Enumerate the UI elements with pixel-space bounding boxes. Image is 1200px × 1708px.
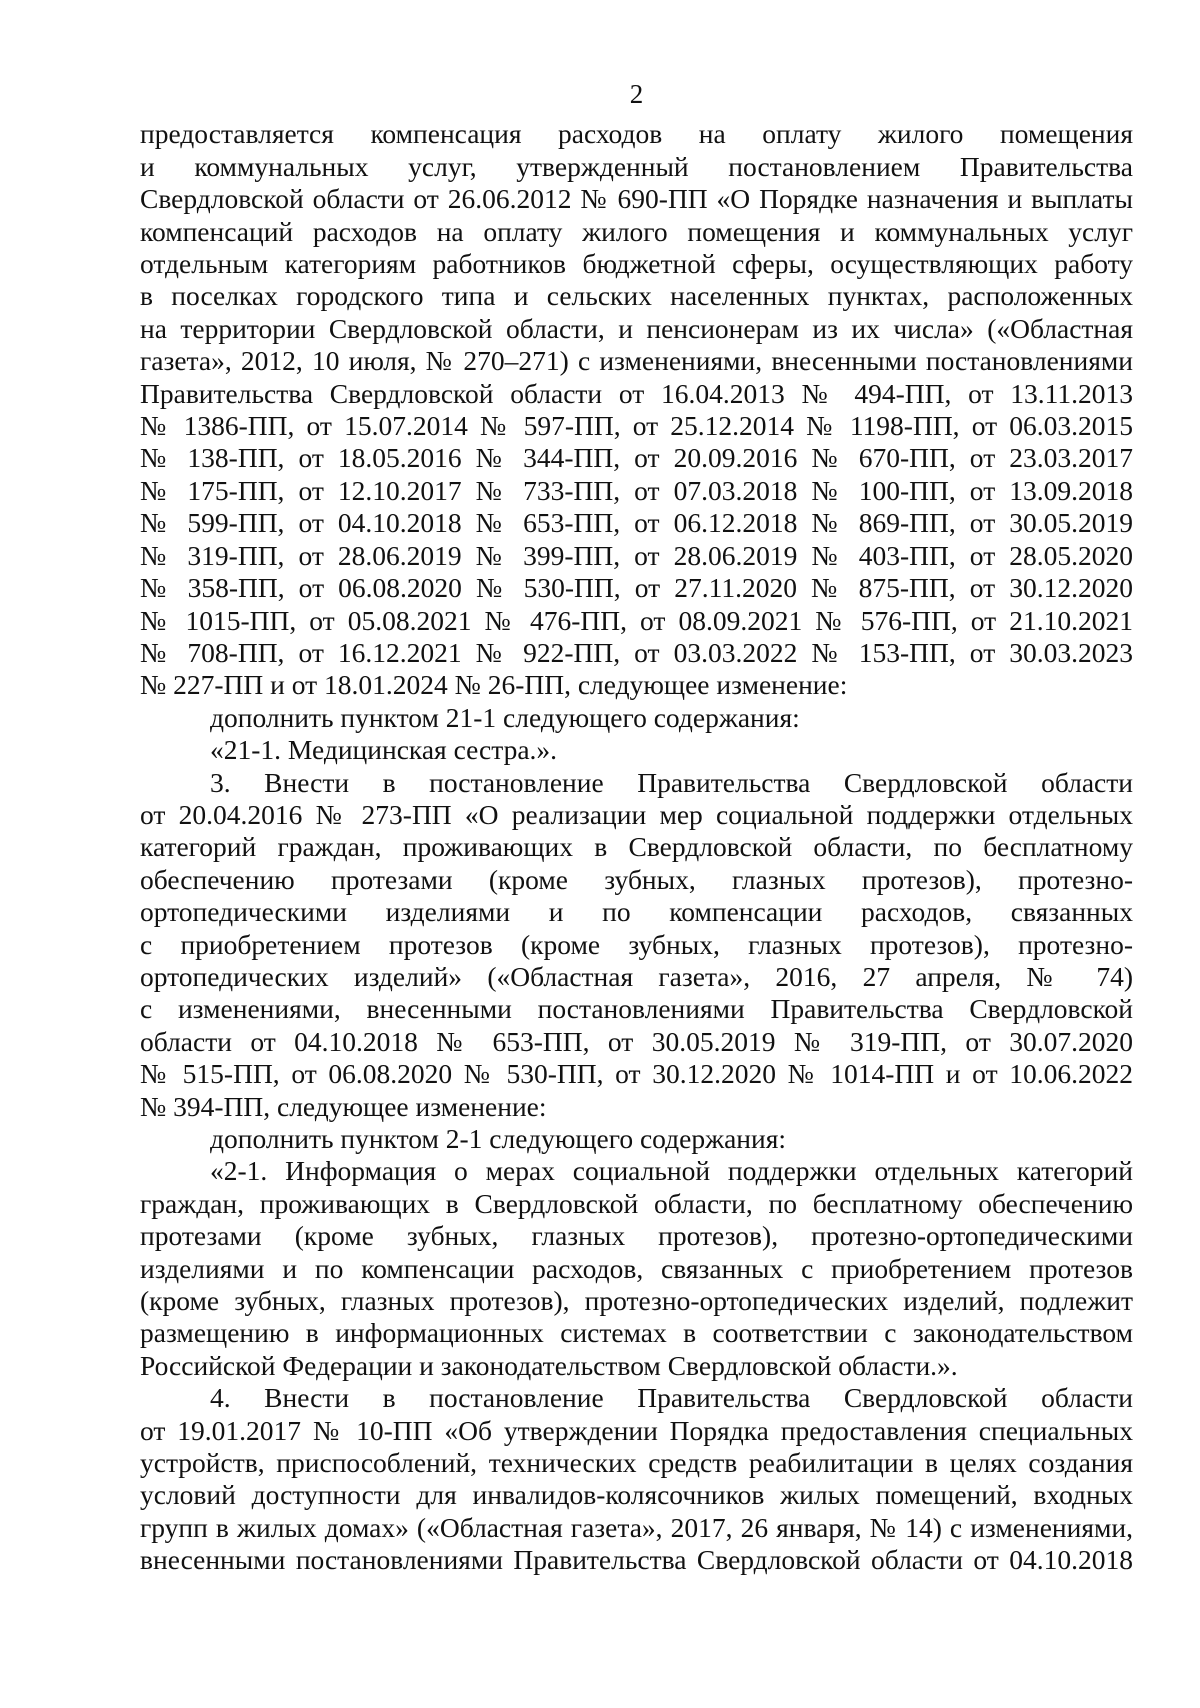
- text-line: категорий граждан, проживающих в Свердловской области, по бесплатному: [140, 831, 1133, 863]
- text-line: Российской Федерации и законодательством Свердловской области.».: [140, 1349, 958, 1381]
- text-line: № 227-ПП и от 18.01.2024 № 26-ПП, следующее изменение:: [140, 669, 848, 701]
- text-line: (кроме зубных, глазных протезов), протезно-ортопедических изделий, подлежит: [140, 1285, 1133, 1317]
- text-line: № 394-ПП, следующее изменение:: [140, 1090, 547, 1122]
- text-line: внесенными постановлениями Правительства Свердловской области от 04.10.2018: [140, 1544, 1133, 1576]
- text-line: дополнить пунктом 21-1 следующего содержания:: [210, 701, 800, 733]
- text-line: дополнить пунктом 2-1 следующего содержания:: [210, 1123, 787, 1154]
- paragraph-amendment-intro: [140, 702, 1133, 734]
- text-line: размещению в информационных системах в соответствии с законодательством: [140, 1317, 1133, 1349]
- text-line: № 1015-ПП, от 05.08.2021 № 476-ПП, от 08.09.2021 № 576-ПП, от 21.10.2021: [140, 604, 1133, 636]
- text-line: устройств, приспособлений, технических средств реабилитации в целях создания: [140, 1447, 1133, 1479]
- text-line: газета», 2012, 10 июля, № 270–271) с изменениями, внесенными постановлениями: [140, 345, 1133, 377]
- text-line: предоставляется компенсация расходов на оплату жилого помещения: [140, 118, 1133, 150]
- text-line: области от 04.10.2018 № 653-ПП, от 30.05.2019 № 319-ПП, от 30.07.2020: [140, 1025, 1133, 1057]
- text-line: с изменениями, внесенными постановлениями Правительства Свердловской: [140, 993, 1133, 1025]
- text-line: условий доступности для инвалидов-колясочников жилых помещений, входных: [140, 1479, 1133, 1511]
- text-line: «21-1. Медицинская сестра.».: [210, 734, 558, 766]
- paragraph-amendment-intro-2: [140, 1123, 1133, 1155]
- text-line: № 1386-ПП, от 15.07.2014 № 597-ПП, от 25.12.2014 № 1198-ПП, от 06.03.2015: [140, 410, 1133, 442]
- text-line: № 138-ПП, от 18.05.2016 № 344-ПП, от 20.09.2016 № 670-ПП, от 23.03.2017: [140, 442, 1133, 474]
- text-line: обеспечению протезами (кроме зубных, глазных протезов), протезно-: [140, 863, 1133, 895]
- text-line: компенсаций расходов на оплату жилого помещения и коммунальных услуг: [140, 215, 1133, 247]
- document-page: [140, 78, 1133, 1577]
- page-number: 2: [629, 79, 644, 109]
- text-line: с приобретением протезов (кроме зубных, глазных протезов), протезно-: [140, 928, 1133, 960]
- text-line: групп в жилых домах» («Областная газета», 2017, 26 января, № 14) с изменениями,: [140, 1511, 1133, 1543]
- text-line: граждан, проживающих в Свердловской области, по бесплатному обеспечению: [140, 1187, 1133, 1219]
- text-line: № 319-ПП, от 28.06.2019 № 399-ПП, от 28.06.2019 № 403-ПП, от 28.05.2020: [140, 539, 1133, 571]
- text-line: протезами (кроме зубных, глазных протезов), протезно-ортопедическими: [140, 1220, 1133, 1252]
- text-line: и коммунальных услуг, утвержденный постановлением Правительства: [140, 150, 1133, 182]
- paragraph-continuation: [140, 118, 1133, 701]
- text-line: Правительства Свердловской области от 16.04.2013 № 494-ПП, от 13.11.2013: [140, 377, 1133, 409]
- paragraph-amendment-text-2: [140, 1155, 1133, 1382]
- text-line: № 175-ПП, от 12.10.2017 № 733-ПП, от 07.03.2018 № 100-ПП, от 13.09.2018: [140, 474, 1133, 506]
- text-line: ортопедическими изделиями и по компенсации расходов, связанных: [140, 896, 1133, 928]
- text-line: в поселках городского типа и сельских населенных пунктах, расположенных: [140, 280, 1133, 312]
- text-line: 4. Внести в постановление Правительства Свердловской области: [210, 1382, 1133, 1414]
- text-line: Свердловской области от 26.06.2012 № 690-ПП «О Порядке назначения и выплаты: [140, 183, 1133, 215]
- text-line: № 515-ПП, от 06.08.2020 № 530-ПП, от 30.12.2020 № 1014-ПП и от 10.06.2022: [140, 1058, 1133, 1090]
- text-line: 3. Внести в постановление Правительства Свердловской области: [210, 766, 1133, 798]
- paragraph-item-4: [140, 1382, 1133, 1576]
- paragraph-amendment-text: [140, 734, 1133, 766]
- text-line: от 20.04.2016 № 273-ПП «О реализации мер социальной поддержки отдельных: [140, 798, 1133, 830]
- text-line: на территории Свердловской области, и пенсионерам из их числа» («Областная: [140, 312, 1133, 344]
- paragraph-item-3: [140, 767, 1133, 1123]
- text-line: № 708-ПП, от 16.12.2021 № 922-ПП, от 03.03.2022 № 153-ПП, от 30.03.2023: [140, 636, 1133, 668]
- text-line: изделиями и по компенсации расходов, связанных с приобретением протезов: [140, 1252, 1133, 1284]
- text-line: от 19.01.2017 № 10-ПП «Об утверждении Порядка предоставления специальных: [140, 1414, 1133, 1446]
- text-line: № 358-ПП, от 06.08.2020 № 530-ПП, от 27.11.2020 № 875-ПП, от 30.12.2020: [140, 572, 1133, 604]
- text-line: отдельным категориям работников бюджетной сферы, осуществляющих работу: [140, 248, 1133, 280]
- text-line: № 599-ПП, от 04.10.2018 № 653-ПП, от 06.12.2018 № 869-ПП, от 30.05.2019: [140, 507, 1133, 539]
- text-line: «2-1. Информация о мерах социальной поддержки отдельных категорий: [210, 1155, 1133, 1187]
- text-line: ортопедических изделий» («Областная газета», 2016, 27 апреля, № 74): [140, 960, 1133, 992]
